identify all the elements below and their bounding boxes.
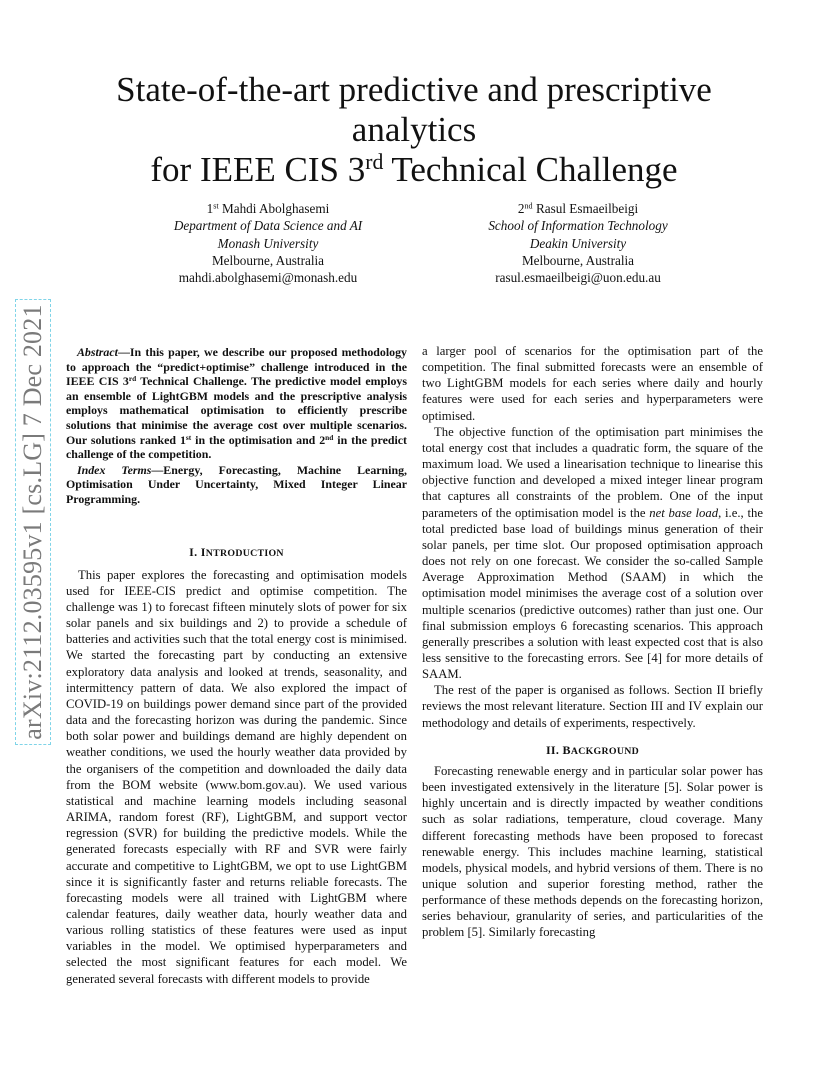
author-name: 2nd Rasul Esmaeilbeigi (517, 201, 639, 216)
background-paragraph-1: Forecasting renewable energy and in particular solar power has been investigated extensively in the literature [5]. Solar power is highly uncertain and is directly impacted by weather conditions such as solar radiations, temperature, cloud coverage. Many different forecasting methods have been proposed to forecast renewable energy. This includes machine learning, statistical models, physical models, and hybrid versions of them. There is no unique solution and superior foresting method, rather the performance of these methods depends on the forecasting horizon, series behaviour, granularity of series, and particularities of the problem [5]. Similarly forecasting (422, 763, 763, 940)
section-heading-introduction: I. INTRODUCTION (189, 544, 284, 559)
intro-paragraph-3: The rest of the paper is organised as follows. Section II briefly reviews the most relevant literature. Section III and IV explain our methodology and details of experiments, respectively. (422, 683, 763, 730)
intro-paragraph-1: This paper explores the forecasting and optimisation models used for IEEE-CIS predict and optimise competition. The challenge was 1) to forecast fifteen minutely slots of power for six solar panels and six buildings and 2) to provide a schedule of batteries and activities such that the total energy cost is minimised. We started the forecasting part by conducting an extensive exploratory data analysis and looked at trends, seasonality, and intermittency pattern of data. We also explored the impact of COVID-19 on buildings power demand since part of the provided data and the forecasting horizon was during the pandemic. Since both solar power and buildings demand are highly dependent on weather conditions, we used the hourly weather data provided by the organisers of the competition and downloaded the daily data from the BOM website (www.bom.gov.au). We used various statistical and machine learning models including seasonal ARIMA, random forest (RF), LightGBM, and support vector regression (SVR) for building the predictive models. While the generated forecasts especially with RF and SVR were fairly accurate and competitive to LightGBM, we opt to use LightGBM since it is significantly faster and returns reliable forecasts. The forecasting models were all trained with LightGBM where calendar features, daily weather data, hourly weather data and various rolling statistics of these features were used as input variables in the model. We optimised hyperparameters and selected the most significant features for each model. We generated several forecasts with different models to provide (66, 567, 407, 986)
author-email[interactable]: rasul.esmaeilbeigi@uon.edu.au (495, 270, 661, 286)
intro-paragraph-1-continued: a larger pool of scenarios for the optimisation part of the competition. The final submitted forecasts were an ensemble of two LightGBM models for each series where daily and hourly features were used for each series and hyperparameters were optimised. (422, 344, 763, 423)
left-column (66, 345, 407, 987)
author-department: Department of Data Science and AI (173, 218, 363, 234)
author-block-2 (428, 200, 728, 286)
title-line-1: State-of-the-art predictive and prescriptive analytics (116, 70, 712, 149)
index-terms: Index Terms—Energy, Forecasting, Machine Learning, Optimisation Under Uncertainty, Mixed Integer Linear Programming. (66, 462, 407, 506)
author-department: School of Information Technology (488, 218, 668, 234)
author-location: Melbourne, Australia (211, 252, 325, 268)
author-block-1 (118, 200, 418, 286)
right-column (422, 343, 763, 941)
intro-paragraph-2: The objective function of the optimisation part minimises the total energy cost that includes a quadratic form, the square of the maximum load. We used a linearisation technique to linearise this objective function and developed a mixed integer linear program that captures all constraints of the problem. One of the input parameters of the optimisation model is the net base load, i.e., the total predicted base load of buildings minus generation of their solar panels, per time slot. Our proposed optimisation approach does not rely on one forecast. We consider the so-called Sample Average Approximation Method (SAAM) in which the optimisation model minimises the average cost of a solution over multiple scenarios (predictive outcomes) rather than just one. Our final submission employs 6 forecasting scenarios. This approach generally prescribes a solution with least expected cost that is also less sensitive to the forecasting errors. See [4] for more details of SAAM. (422, 424, 763, 682)
author-university: Deakin University (529, 235, 627, 251)
title-line-2: for IEEE CIS 3rd Technical Challenge (150, 150, 678, 189)
author-university: Monash University (217, 235, 319, 251)
paper-title (60, 70, 768, 190)
abstract-paragraph: Abstract—In this paper, we describe our proposed methodology to approach the “predict+optimise” challenge introduced in the IEEE CIS 3rd Technical Challenge. The predictive model employs an ensemble of LightGBM models and the prescriptive analysis employs mathematical optimisation to efficiently prescribe solutions that minimise the average cost over multiple scenarios. Our solutions ranked 1st in the optimisation and 2nd in the predict challenge of the competition. (66, 345, 408, 462)
abstract (66, 345, 407, 507)
author-email[interactable]: mahdi.abolghasemi@monash.edu (178, 270, 358, 286)
author-name: 1st Mahdi Abolghasemi (206, 201, 330, 216)
section-heading-background: II. BACKGROUND (545, 742, 640, 757)
arxiv-identifier[interactable]: arXiv:2112.03595v1 [cs.LG] 7 Dec 2021 (18, 304, 47, 740)
arxiv-sidebar (15, 262, 51, 782)
author-location: Melbourne, Australia (521, 252, 635, 268)
